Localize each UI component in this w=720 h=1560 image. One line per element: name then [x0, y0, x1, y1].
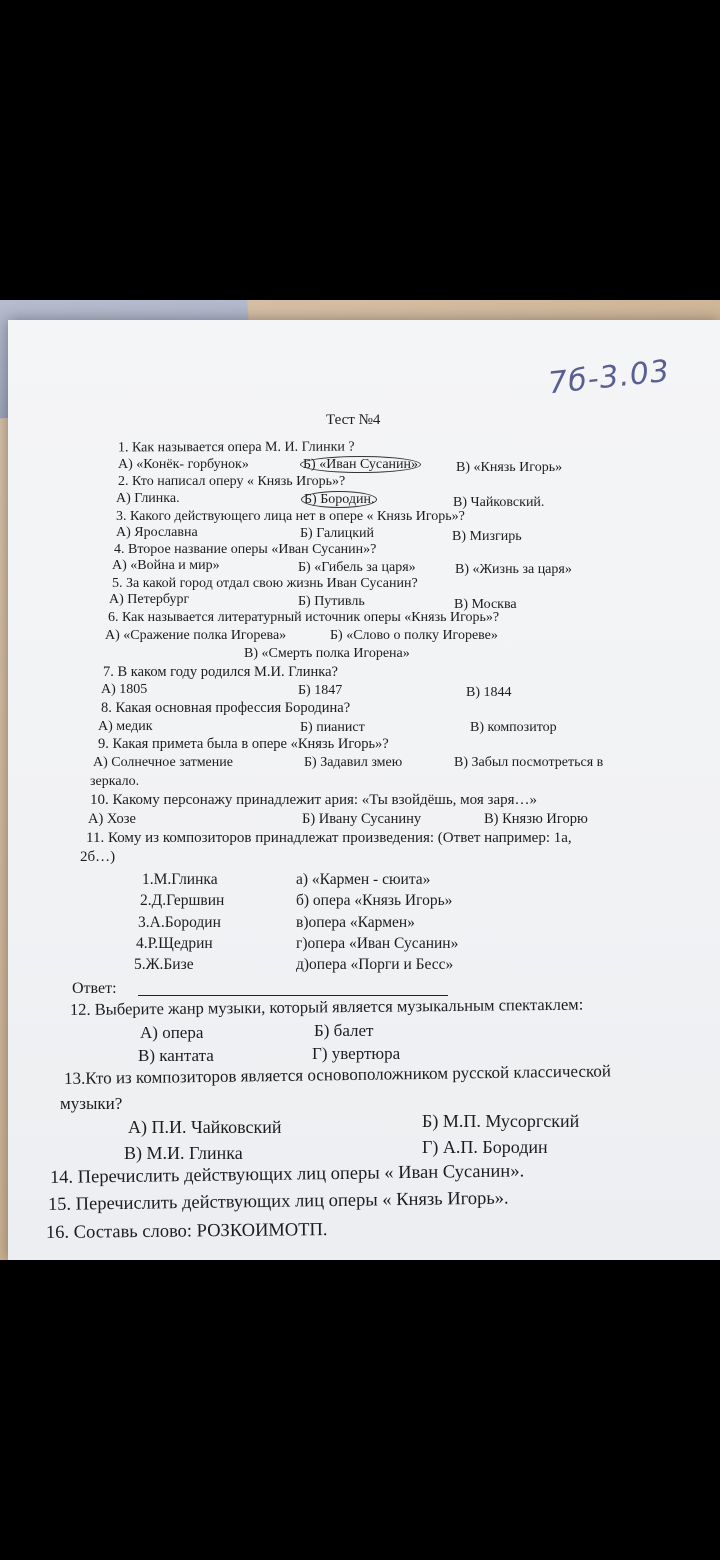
q7-option-a: А) 1805	[101, 682, 148, 697]
q7-text: 7. В каком году родился М.И. Глинка?	[103, 664, 338, 680]
q10-option-b: Б) Ивану Сусанину	[302, 811, 422, 827]
q9-option-c: В) Забыл посмотреться в	[454, 755, 604, 770]
q15-text: 15. Перечислить действующих лиц оперы « Князь Игорь».	[47, 1188, 509, 1215]
q2-option-b-circled: Б) Бородин.	[301, 491, 377, 508]
q11-composer: 3.А.Бородин	[138, 914, 221, 931]
q3-option-c: В) Мизгирь	[452, 529, 522, 544]
q8-option-c: В) композитор	[470, 720, 557, 735]
q11-composer: 2.Д.Гершвин	[140, 892, 225, 909]
q6-option-c: В) «Смерть полка Игорена»	[244, 646, 410, 661]
q4-option-b: Б) «Гибель за царя»	[298, 560, 416, 575]
q2-option-c: В) Чайковский.	[453, 495, 545, 510]
q8-text: 8. Какая основная профессия Бородина?	[101, 700, 351, 716]
q13-text: 13.Кто из композиторов является основоположником русской классической	[63, 1061, 612, 1088]
q11-work: г)опера «Иван Сусанин»	[296, 935, 459, 952]
q8-option-a: А) медик	[98, 719, 153, 734]
q11-composer: 4.Р.Щедрин	[136, 935, 213, 952]
q5-option-a: А) Петербург	[109, 592, 190, 607]
q1-option-b	[300, 457, 421, 473]
q11-composer: 5.Ж.Бизе	[134, 956, 194, 973]
q1-option-b-circled: Б) «Иван Сусанин»	[300, 456, 421, 473]
q5-option-c: В) Москва	[454, 597, 517, 612]
q4-option-a: А) «Война и мир»	[112, 558, 220, 573]
q7-option-b: Б) 1847	[298, 683, 343, 698]
handwritten-class-date: 7б-3.03	[546, 353, 672, 402]
q11-work: д)опера «Порги и Бесс»	[296, 956, 454, 973]
q12-text: 12. Выберите жанр музыки, который является музыкальным спектаклем:	[69, 994, 584, 1019]
q2-option-b	[301, 492, 377, 508]
q5-option-b: Б) Путивль	[298, 594, 365, 609]
q13-option-c: В) М.И. Глинка	[124, 1143, 243, 1163]
q11-text: 11. Кому из композиторов принадлежат произведения: (Ответ например: 1а,	[86, 830, 572, 846]
q1-option-c: В) «Князь Игорь»	[456, 460, 563, 475]
q4-option-c: В) «Жизнь за царя»	[455, 562, 572, 577]
q13-option-a: А) П.И. Чайковский	[128, 1117, 282, 1137]
q10-option-c: В) Князю Игорю	[484, 811, 588, 827]
q3-option-a: А) Ярославна	[116, 525, 198, 540]
q11-text-continued: 2б…)	[80, 849, 116, 865]
q3-option-b: Б) Галицкий	[300, 526, 375, 541]
q10-text: 10. Какому персонажу принадлежит ария: «Ты взойдёшь, моя заря…»	[90, 792, 538, 808]
photo	[0, 300, 720, 1260]
q3-text: 3. Какого действующего лица нет в опере « Князь Игорь»?	[116, 509, 465, 524]
q13-text-continued: музыки?	[60, 1094, 123, 1113]
test-title: Тест №4	[326, 412, 381, 428]
q1-text: 1. Как называется опера М. И. Глинки ?	[117, 439, 355, 456]
q14-text: 14. Перечислить действующих лиц оперы « Иван Сусанин».	[49, 1161, 525, 1188]
q11-work: в)опера «Кармен»	[296, 914, 415, 931]
q6-text: 6. Как называется литературный источник оперы «Князь Игорь»?	[108, 610, 500, 625]
q10-option-a: А) Хозе	[88, 811, 136, 827]
q13-option-d: Г) А.П. Бородин	[422, 1137, 548, 1157]
q7-option-c: В) 1844	[466, 685, 512, 700]
q9-option-c-continued: зеркало.	[90, 774, 140, 789]
q9-option-a: А) Солнечное затмение	[93, 755, 233, 770]
q6-option-b: Б) «Слово о полку Игореве»	[330, 628, 498, 643]
q12-option-d: Г) увертюра	[312, 1044, 401, 1063]
q5-text: 5. За какой город отдал свою жизнь Иван Сусанин?	[112, 576, 418, 591]
q11-answer-label: Ответ:	[72, 980, 117, 997]
q11-work: а) «Кармен - сюита»	[296, 871, 431, 888]
q4-text: 4. Второе название оперы «Иван Сусанин»?	[114, 542, 377, 557]
q2-text: 2. Кто написал оперу « Князь Игорь»?	[118, 474, 346, 489]
q12-option-b: Б) балет	[314, 1021, 374, 1040]
q13-option-b: Б) М.П. Мусоргский	[422, 1111, 580, 1131]
q11-work: б) опера «Князь Игорь»	[296, 892, 453, 909]
q9-text: 9. Какая примета была в опере «Князь Игорь»?	[98, 736, 389, 752]
test-sheet	[8, 320, 720, 1260]
q8-option-b: Б) пианист	[300, 720, 365, 735]
q11-composer: 1.М.Глинка	[142, 871, 218, 888]
q6-option-a: А) «Сражение полка Игорева»	[105, 628, 287, 643]
q12-option-c: В) кантата	[138, 1046, 214, 1065]
q12-option-a: А) опера	[140, 1023, 204, 1042]
q2-option-a: А) Глинка.	[116, 491, 180, 506]
q1-option-a: А) «Конёк- горбунок»	[118, 457, 249, 472]
q16-text: 16. Составь слово: РОЗКОИМОТП.	[45, 1220, 328, 1243]
q9-option-b: Б) Задавил змею	[304, 755, 403, 770]
